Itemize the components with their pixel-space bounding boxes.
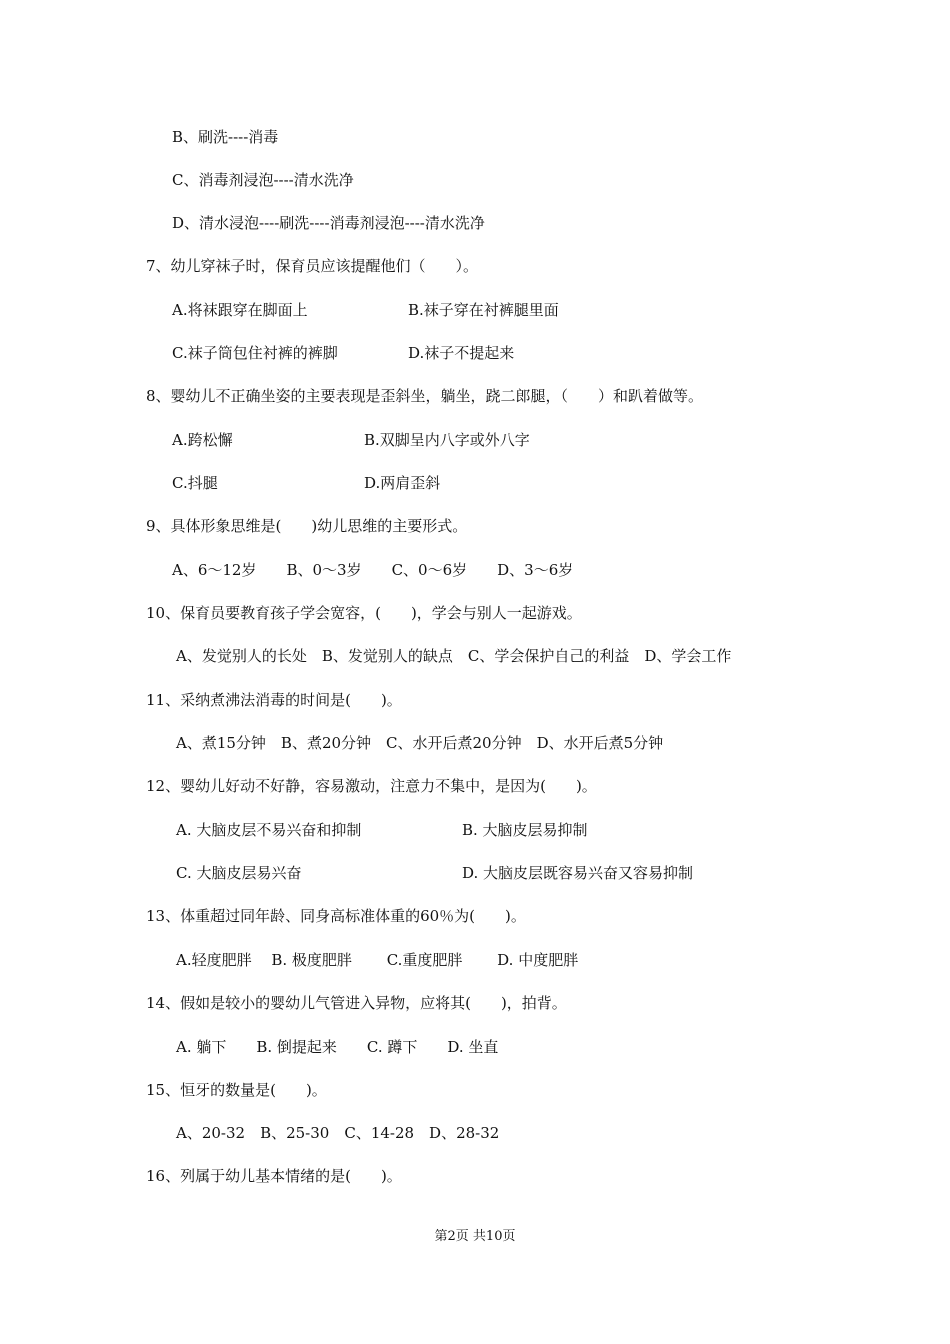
q12-option-b: B. 大脑皮层易抑制 [462,821,588,839]
q14-options: A. 躺下 B. 倒提起来 C. 蹲下 D. 坐直 [176,1038,499,1056]
q9-options: A、6～12岁 B、0～3岁 C、0～6岁 D、3～6岁 [172,561,574,579]
q7-option-b: B.袜子穿在衬裤腿里面 [408,301,559,319]
q7-stem: 7、幼儿穿袜子时，保育员应该提醒他们（ ）。 [146,257,479,275]
q8-option-a: A.跨松懈 [172,431,233,449]
q6-option-d: D、清水浸泡----刷洗----消毒剂浸泡----清水洗净 [172,214,485,232]
q11-stem: 11、采纳煮沸法消毒的时间是( )。 [146,691,402,709]
q12-option-a: A. 大脑皮层不易兴奋和抑制 [176,821,362,839]
q13-stem: 13、体重超过同年龄、同身高标准体重的60％为( )。 [146,907,526,925]
q7-option-a: A.将袜跟穿在脚面上 [172,301,308,319]
q14-stem: 14、假如是较小的婴幼儿气管进入异物，应将其( )，拍背。 [146,994,567,1012]
q8-option-d: D.两肩歪斜 [364,474,441,492]
q13-options: A.轻度肥胖 B. 极度肥胖 C.重度肥胖 D. 中度肥胖 [176,951,579,969]
q15-options: A、20-32 B、25-30 C、14-28 D、28-32 [176,1124,500,1142]
q16-stem: 16、列属于幼儿基本情绪的是( )。 [146,1167,402,1185]
q10-stem: 10、保育员要教育孩子学会宽容，( )，学会与别人一起游戏。 [146,604,582,622]
q6-option-c: C、消毒剂浸泡----清水洗净 [172,171,354,189]
q6-option-b: B、刷洗----消毒 [172,128,279,146]
q12-option-d: D. 大脑皮层既容易兴奋又容易抑制 [462,864,694,882]
q9-stem: 9、具体形象思维是( )幼儿思维的主要形式。 [146,517,468,535]
q12-option-c: C. 大脑皮层易兴奋 [176,864,302,882]
q10-options: A、发觉别人的长处 B、发觉别人的缺点 C、学会保护自己的利益 D、学会工作 [176,647,732,665]
q8-stem: 8、婴幼儿不正确坐姿的主要表现是歪斜坐，躺坐，跷二郎腿，（ ）和趴着做等。 [146,387,704,405]
q11-options: A、煮15分钟 B、煮20分钟 C、水开后煮20分钟 D、水开后煮5分钟 [176,734,664,752]
q8-option-c: C.抖腿 [172,474,218,492]
page-footer: 第2页 共10页 [434,1229,516,1244]
q15-stem: 15、恒牙的数量是( )。 [146,1081,327,1099]
q12-stem: 12、婴幼儿好动不好静，容易激动，注意力不集中，是因为( )。 [146,777,597,795]
q8-option-b: B.双脚呈内八字或外八字 [364,431,530,449]
q7-option-c: C.袜子筒包住衬裤的裤脚 [172,344,338,362]
q7-option-d: D.袜子不提起来 [408,344,515,362]
